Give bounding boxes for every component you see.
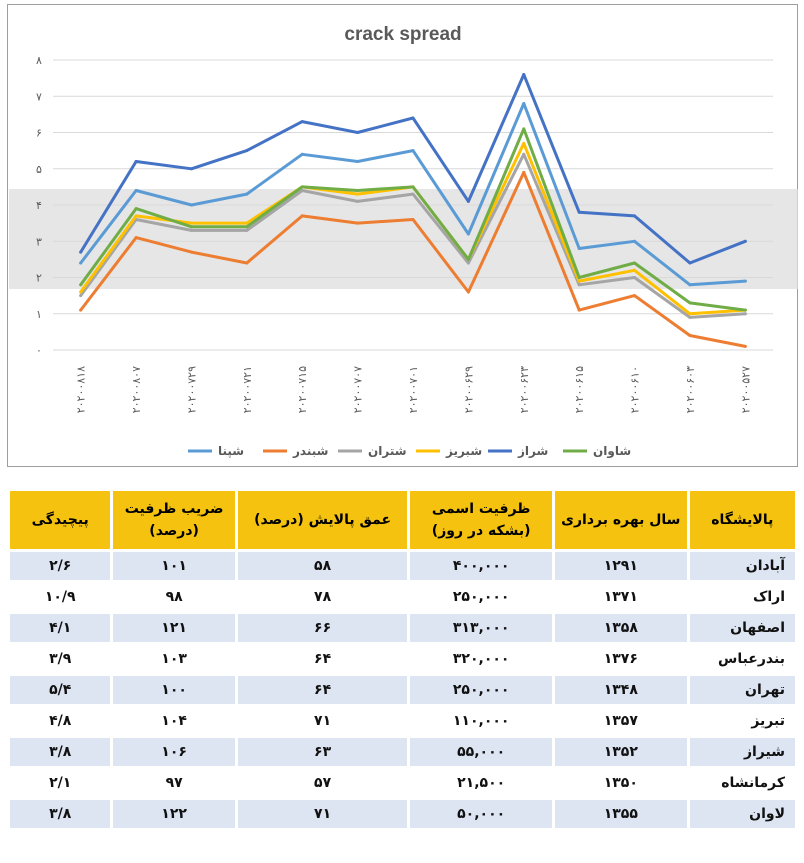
cell-depth: ۷۱	[238, 800, 408, 828]
y-tick-label: ۷	[36, 90, 42, 104]
data-point	[467, 262, 470, 265]
cell-name: تبریز	[690, 707, 795, 735]
x-tick-label: ۲۰۲۰۰۷۲۱	[240, 366, 254, 414]
cell-complexity: ۴/۸	[10, 707, 110, 735]
header-capacity-factor: ضریب ظرفیت (درصد)	[113, 491, 234, 549]
data-point	[301, 185, 304, 188]
y-tick-label: ۳	[36, 235, 42, 249]
x-tick-label: ۲۰۲۰۰۶۲۹	[462, 366, 476, 414]
data-point	[633, 294, 636, 297]
cell-depth: ۶۴	[238, 676, 408, 704]
x-tick-label: ۲۰۲۰۰۶۰۳	[683, 366, 697, 414]
legend-label: شبریز	[446, 444, 483, 458]
header-refinery: پالایشگاه	[690, 491, 795, 549]
data-point	[522, 127, 525, 130]
cell-complexity: ۳/۹	[10, 645, 110, 673]
cell-factor: ۱۰۳	[113, 645, 234, 673]
cell-factor: ۹۷	[113, 769, 234, 797]
data-point	[688, 312, 691, 315]
data-point	[578, 309, 581, 312]
cell-year: ۱۳۵۸	[555, 614, 687, 642]
cell-factor: ۱۰۰	[113, 676, 234, 704]
data-point	[744, 309, 747, 312]
data-point	[467, 291, 470, 294]
data-point	[578, 211, 581, 214]
cell-year: ۱۳۵۷	[555, 707, 687, 735]
cell-capacity: ۳۱۳,۰۰۰	[410, 614, 552, 642]
table-header-row	[10, 491, 795, 549]
data-point	[245, 193, 248, 196]
table-row	[10, 738, 795, 766]
cell-year: ۱۲۹۱	[555, 552, 687, 580]
cell-name: آبادان	[690, 552, 795, 580]
data-point	[412, 185, 415, 188]
cell-complexity: ۱۰/۹	[10, 583, 110, 611]
data-point	[190, 229, 193, 232]
data-point	[245, 262, 248, 265]
table-row	[10, 676, 795, 704]
cell-year: ۱۳۵۵	[555, 800, 687, 828]
data-point	[578, 276, 581, 279]
cell-name: تهران	[690, 676, 795, 704]
legend-label: شبندر	[293, 444, 329, 458]
cell-capacity: ۵۵,۰۰۰	[410, 738, 552, 766]
cell-complexity: ۳/۸	[10, 800, 110, 828]
legend-label: شپنا	[218, 444, 245, 458]
cell-capacity: ۴۰۰,۰۰۰	[410, 552, 552, 580]
series-line-2	[81, 172, 746, 346]
table-row	[10, 800, 795, 828]
cell-depth: ۶۳	[238, 738, 408, 766]
cell-depth: ۷۸	[238, 583, 408, 611]
data-point	[190, 251, 193, 254]
cell-name: شیراز	[690, 738, 795, 766]
y-tick-label: ۱	[36, 307, 42, 321]
data-point	[412, 117, 415, 120]
data-point	[412, 193, 415, 196]
x-tick-label: ۲۰۲۰۰۷۱۵	[296, 366, 310, 414]
data-point	[633, 262, 636, 265]
cell-depth: ۵۸	[238, 552, 408, 580]
cell-depth: ۷۱	[238, 707, 408, 735]
cell-factor: ۱۲۲	[113, 800, 234, 828]
cell-year: ۱۳۵۲	[555, 738, 687, 766]
header-depth: عمق پالایش (درصد)	[238, 491, 408, 549]
data-point	[522, 142, 525, 145]
data-point	[301, 153, 304, 156]
cell-capacity: ۲۱,۵۰۰	[410, 769, 552, 797]
series-line-3	[81, 154, 746, 317]
data-point	[135, 160, 138, 163]
data-point	[744, 240, 747, 243]
header-complexity: پیچیدگی	[10, 491, 110, 549]
data-point	[356, 200, 359, 203]
data-point	[79, 309, 82, 312]
y-tick-label: ۸	[36, 54, 42, 67]
data-point	[522, 171, 525, 174]
data-point	[79, 262, 82, 265]
x-tick-label: ۲۰۲۰۰۸۱۸	[74, 366, 88, 414]
data-point	[79, 251, 82, 254]
cell-capacity: ۱۱۰,۰۰۰	[410, 707, 552, 735]
data-point	[744, 312, 747, 315]
data-point	[522, 73, 525, 76]
refinery-table	[7, 488, 798, 831]
table-row	[10, 583, 795, 611]
data-point	[688, 283, 691, 286]
data-point	[412, 218, 415, 221]
data-point	[467, 233, 470, 236]
data-point	[467, 258, 470, 261]
cell-complexity: ۲/۱	[10, 769, 110, 797]
data-point	[190, 222, 193, 225]
data-point	[578, 280, 581, 283]
table-row	[10, 769, 795, 797]
cell-name: اصفهان	[690, 614, 795, 642]
data-point	[79, 291, 82, 294]
cell-year: ۱۳۷۶	[555, 645, 687, 673]
header-year: سال بهره برداری	[555, 491, 687, 549]
x-tick-label: ۲۰۲۰۰۶۱۰	[628, 366, 642, 414]
legend-label: شتران	[368, 444, 407, 458]
cell-name: لاوان	[690, 800, 795, 828]
legend-label: شراز	[518, 444, 549, 458]
data-point	[245, 149, 248, 152]
data-point	[688, 301, 691, 304]
data-point	[79, 294, 82, 297]
data-point	[633, 240, 636, 243]
data-point	[467, 200, 470, 203]
x-tick-label: ۲۰۲۰۰۶۱۵	[573, 366, 587, 414]
data-point	[301, 214, 304, 217]
data-point	[356, 193, 359, 196]
cell-capacity: ۲۵۰,۰۰۰	[410, 676, 552, 704]
data-point	[356, 160, 359, 163]
line-chart	[8, 5, 797, 466]
cell-complexity: ۲/۶	[10, 552, 110, 580]
cell-capacity: ۵۰,۰۰۰	[410, 800, 552, 828]
cell-factor: ۱۰۴	[113, 707, 234, 735]
cell-name: اراک	[690, 583, 795, 611]
x-tick-label: ۲۰۲۰۰۷۰۷	[351, 366, 365, 414]
data-point	[245, 229, 248, 232]
data-point	[79, 283, 82, 286]
cell-factor: ۱۰۶	[113, 738, 234, 766]
y-tick-label: ۴	[36, 199, 42, 212]
cell-depth: ۶۶	[238, 614, 408, 642]
table-row	[10, 552, 795, 580]
y-tick-label: ۰	[36, 344, 42, 357]
x-tick-label: ۲۰۲۰۰۷۲۹	[185, 366, 199, 414]
data-point	[578, 247, 581, 250]
data-point	[578, 283, 581, 286]
cell-name: بندرعباس	[690, 645, 795, 673]
x-tick-label: ۲۰۲۰۰۷۰۱	[407, 366, 420, 414]
cell-year: ۱۳۴۸	[555, 676, 687, 704]
data-point	[744, 345, 747, 348]
data-point	[522, 153, 525, 156]
data-point	[633, 269, 636, 272]
cell-complexity: ۳/۸	[10, 738, 110, 766]
data-point	[190, 225, 193, 228]
table-row	[10, 707, 795, 735]
cell-name: کرمانشاه	[690, 769, 795, 797]
cell-complexity: ۵/۴	[10, 676, 110, 704]
data-point	[135, 207, 138, 210]
data-point	[356, 131, 359, 134]
data-point	[744, 280, 747, 283]
table-row	[10, 645, 795, 673]
cell-year: ۱۳۷۱	[555, 583, 687, 611]
header-capacity: ظرفیت اسمی (بشکه در روز)	[410, 491, 552, 549]
cell-depth: ۵۷	[238, 769, 408, 797]
x-tick-label: ۲۰۲۰۰۵۲۷	[739, 366, 753, 414]
data-point	[356, 222, 359, 225]
data-point	[688, 262, 691, 265]
data-point	[301, 120, 304, 123]
data-point	[356, 189, 359, 192]
data-point	[135, 189, 138, 192]
data-point	[633, 214, 636, 217]
data-point	[135, 214, 138, 217]
x-tick-label: ۲۰۲۰۰۸۰۷	[130, 366, 144, 414]
legend-label: شاوان	[593, 444, 632, 458]
table-row	[10, 614, 795, 642]
y-tick-label: ۶	[36, 126, 42, 140]
cell-capacity: ۲۵۰,۰۰۰	[410, 583, 552, 611]
y-tick-label: ۲	[36, 271, 42, 285]
cell-depth: ۶۴	[238, 645, 408, 673]
cell-factor: ۹۸	[113, 583, 234, 611]
data-point	[190, 204, 193, 207]
data-point	[688, 316, 691, 319]
data-point	[688, 334, 691, 337]
cell-year: ۱۳۵۰	[555, 769, 687, 797]
x-tick-label: ۲۰۲۰۰۶۲۳	[517, 366, 531, 414]
data-point	[135, 236, 138, 239]
cell-factor: ۱۰۱	[113, 552, 234, 580]
data-point	[190, 167, 193, 170]
cell-factor: ۱۲۱	[113, 614, 234, 642]
chart-title: crack spread	[344, 24, 462, 45]
data-point	[522, 102, 525, 105]
data-point	[245, 225, 248, 228]
cell-complexity: ۴/۱	[10, 614, 110, 642]
y-tick-label: ۵	[36, 162, 42, 176]
chart-container	[7, 4, 798, 467]
data-point	[412, 149, 415, 152]
data-point	[633, 276, 636, 279]
cell-capacity: ۳۲۰,۰۰۰	[410, 645, 552, 673]
